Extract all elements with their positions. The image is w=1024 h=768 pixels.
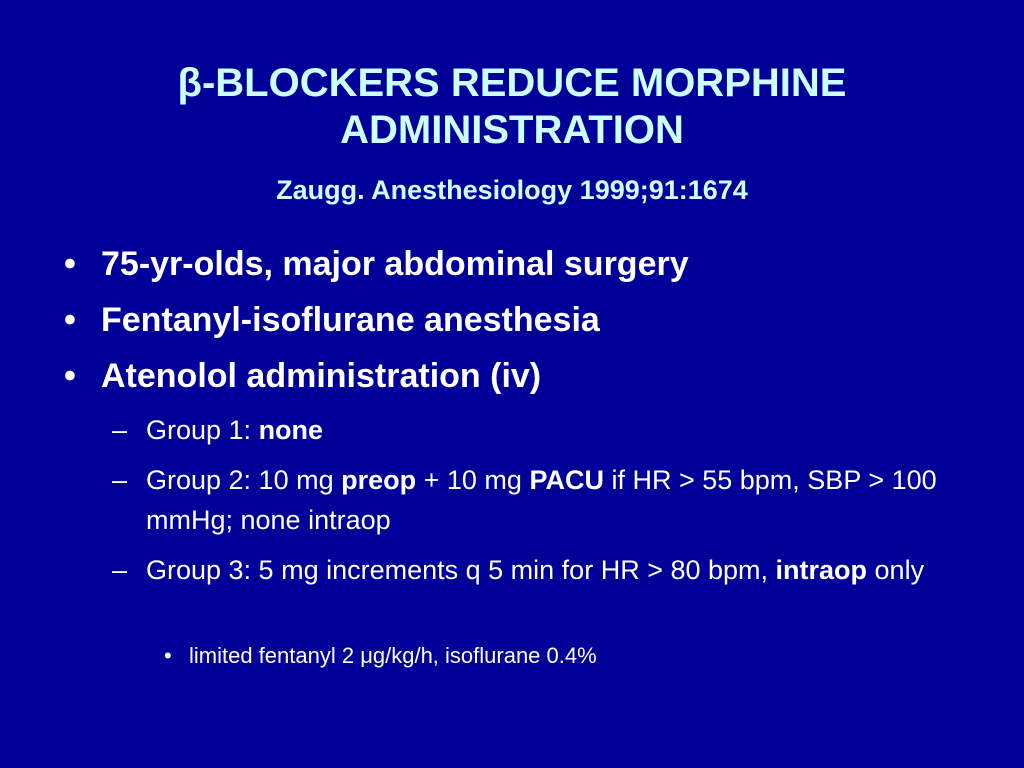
bullet-marker: • [64,245,76,283]
sub-bullet-group-3 [112,550,952,590]
text-run: only [867,555,925,585]
group-label: Group 1: [146,415,259,445]
text-run: Group 3: 5 mg increments q 5 min for HR > 80 bpm, [146,555,776,585]
dash-marker: – [112,555,128,585]
emphasis-pacu: PACU [529,465,604,495]
emphasis-preop: preop [341,465,417,495]
sub-bullet-group-2 [112,460,952,540]
bullet-marker: • [64,301,76,339]
text-run: Group 2: 10 mg [146,465,342,495]
title-line-1: β-BLOCKERS REDUCE MORPHINE [177,61,847,105]
bullet-text: Atenolol administration (iv) [101,357,542,395]
sub-bullet-text [146,410,952,450]
citation: Zaugg. Anesthesiology 1999;91:1674 [276,175,748,205]
note-item [164,641,944,671]
dash-marker: – [112,465,128,495]
text-run: if HR > 55 bpm, SBP > 100 mmHg; none intraop [146,465,937,535]
sub-bullet-text [146,460,952,540]
bullet-text: 75-yr-olds, major abdominal surgery [101,245,689,283]
bullet-text: Fentanyl-isoflurane anesthesia [101,301,600,339]
slide-title [60,60,964,154]
bullet-marker: • [164,643,172,668]
bullet-marker: • [64,357,76,395]
title-line-2: ADMINISTRATION [340,108,684,152]
emphasis-intraop: intraop [775,555,868,585]
sub-bullet-text [146,550,952,590]
dash-marker: – [112,415,128,445]
group-value: none [258,415,324,445]
sub-bullet-group-1 [112,410,952,450]
text-run: + 10 mg [416,465,530,495]
note-text: limited fentanyl 2 μg/kg/h, isoflurane 0.4% [189,643,597,668]
